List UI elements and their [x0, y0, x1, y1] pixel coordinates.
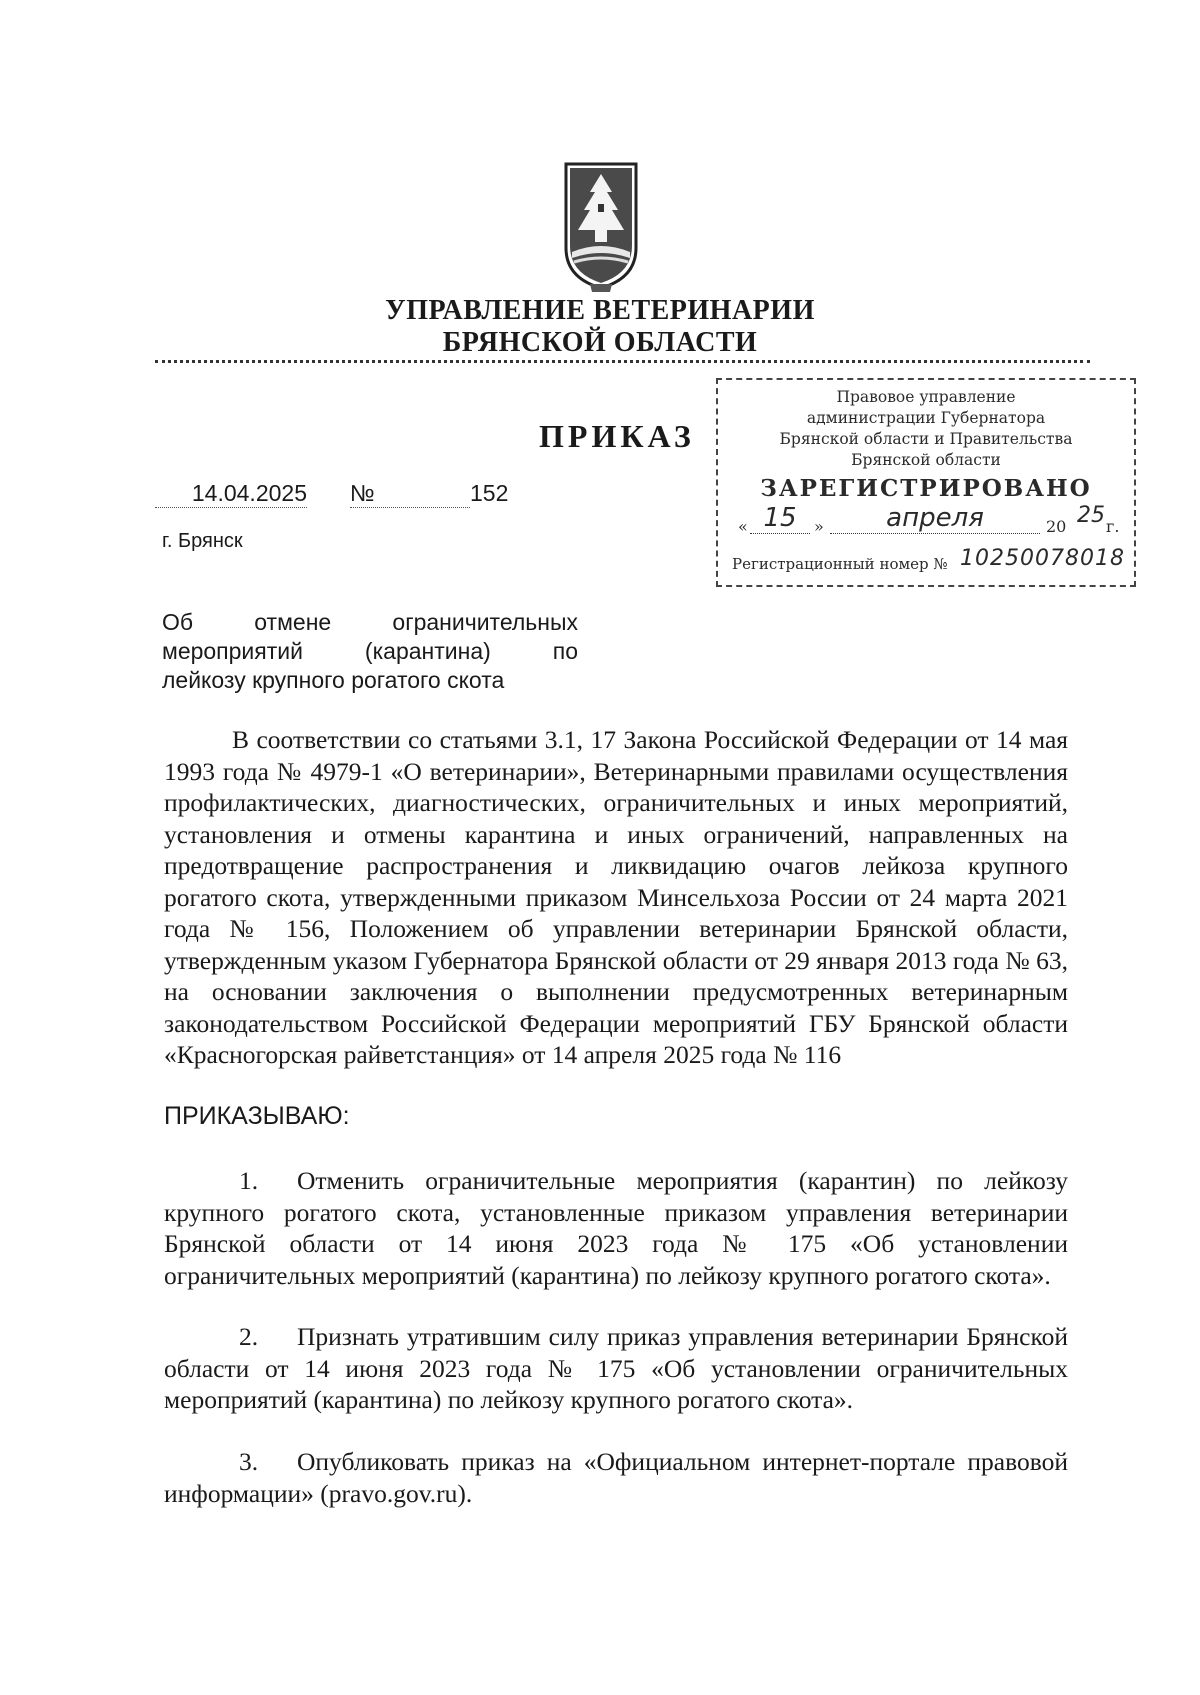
stamp-month-handwritten: апреля [830, 503, 1040, 534]
stamp-year-suffix: г. [1106, 517, 1120, 536]
order-item-1 [164, 1165, 1068, 1291]
organization-name-line1: УПРАВЛЕНИЕ ВЕТЕРИНАРИИ [385, 295, 815, 326]
subject-line-1: Об отмене ограничительных [162, 609, 578, 635]
order-item-2-number: 2. [239, 1322, 259, 1351]
order-item-3-number: 3. [239, 1447, 259, 1476]
order-number-sign: № [350, 480, 470, 508]
stamp-line-2: администрации Губернатора [806, 409, 1046, 427]
order-item-2-text: Признать утратившим силу приказ управления ветеринарии Брянской области от 14 июня 2023 года № 175 «Об установлении ограничительных мероприятий (карантина) по лейкозу крупного рогатого скота». [164, 1322, 1068, 1414]
stamp-registration-number: 10250078018 [960, 546, 1125, 571]
registration-stamp [716, 378, 1136, 587]
stamp-line-1: Правовое управление [836, 388, 1016, 406]
stamp-quote-open: « [738, 517, 748, 536]
header-dotted-divider [155, 360, 1090, 363]
stamp-day-handwritten: 15 [750, 503, 810, 534]
order-keyword: ПРИКАЗЫВАЮ: [164, 1102, 350, 1130]
subject-line-2: мероприятий (карантина) по [162, 638, 578, 664]
preamble-paragraph: В соответствии со статьями 3.1, 17 Закона Российской Федерации от 14 мая 1993 года № 4979-1 «О ветеринарии», Ветеринарными правилами осуществления профилактических, диагностических, ограничительных и иных мероприятий, установления и отмены карантина и иных ограничений, направленных на предотвращение распространения и ликвидацию очагов лейкоза крупного рогатого скота, утвержденными приказом Минсельхоза России от 24 марта 2021 года № 156, Положением об управлении ветеринарии Брянской области, утвержденным указом Губернатора Брянской области от 29 января 2013 года № 63, на основании заключения о выполнении предусмотренных ветеринарным законодательством Российской Федерации мероприятий ГБУ Брянской области «Красногорская райветстанция» от 14 апреля 2025 года № 116 [164, 725, 1068, 1069]
order-item-1-number: 1. [239, 1166, 259, 1195]
organization-name-line2: БРЯНСКОЙ ОБЛАСТИ [442, 327, 758, 358]
stamp-date [738, 503, 1128, 543]
stamp-line-3: Брянской области и Правительства [779, 430, 1073, 448]
stamp-title: ЗАРЕГИСТРИРОВАНО [760, 475, 1092, 502]
subject-line-3: лейкозу крупного рогатого скота [162, 667, 505, 693]
order-subject [162, 608, 578, 695]
order-item-3 [164, 1446, 1068, 1509]
order-date: 14.04.2025 [155, 480, 307, 508]
stamp-year-prefix: 20 [1046, 517, 1067, 536]
stamp-year-handwritten: 25 [1077, 503, 1105, 528]
order-item-1-text: Отменить ограничительные мероприятия (карантин) по лейкозу крупного рогатого скота, установленные приказом управления ветеринарии Брянской области от 14 июня 2023 года № 175 «Об установлении ограничительных мероприятий (карантина) по лейкозу крупного рогатого скота». [164, 1166, 1068, 1290]
coat-of-arms-emblem [560, 160, 642, 294]
order-number: 152 [470, 480, 509, 506]
order-item-3-text: Опубликовать приказ на «Официальном интернет-портале правовой информации» (pravo.gov.ru). [164, 1447, 1068, 1508]
order-item-2 [164, 1321, 1068, 1416]
city-of-issue: г. Брянск [162, 530, 243, 552]
stamp-quote-close: » [814, 517, 824, 536]
stamp-registration-label: Регистрационный номер № [732, 555, 948, 573]
document-type-title: ПРИКАЗ [539, 418, 695, 454]
stamp-line-4: Брянской области [851, 451, 1001, 469]
